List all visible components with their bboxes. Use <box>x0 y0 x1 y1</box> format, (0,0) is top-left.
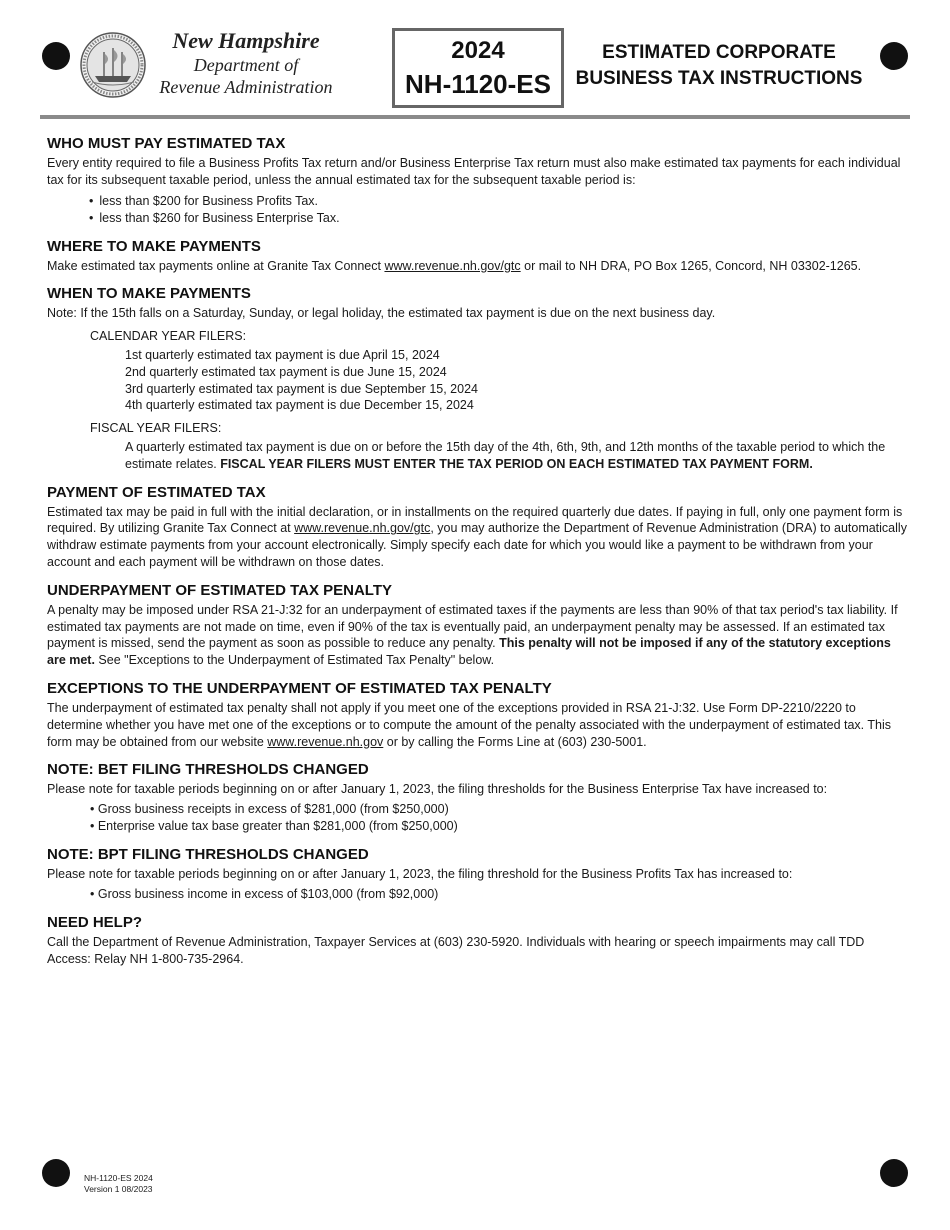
underpayment-bold-text: This penalty will not be imposed if any of the statutory exceptions are met. <box>47 636 891 668</box>
list-item: • less than $200 for Business Profits Tax. <box>89 193 907 210</box>
fiscal-year-text <box>125 439 907 473</box>
page-title-line-2: BUSINESS TAX INSTRUCTIONS <box>575 68 863 89</box>
section-heading-help: NEED HELP? <box>47 913 143 931</box>
registration-mark-top-left <box>42 42 70 70</box>
fiscal-text: A quarterly estimated tax payment is due on or before the 15th day of the 4th, 6th, 9th, and 12th months of the taxable period to which the estimate relates. <box>125 439 886 471</box>
gtc-link[interactable]: www.revenue.nh.gov/gtc <box>294 521 431 536</box>
calendar-due-dates <box>125 347 907 414</box>
section-heading-bpt: NOTE: BPT FILING THRESHOLDS CHANGED <box>47 846 369 864</box>
agency-division: Revenue Administration <box>159 77 333 97</box>
form-year: 2024 <box>451 37 505 64</box>
registration-mark-top-right <box>880 42 908 70</box>
underpayment-text-post: See "Exceptions to the Underpayment of Estimated Tax Penalty" below. <box>94 653 495 668</box>
revenue-website-link[interactable]: www.revenue.nh.gov <box>267 734 384 749</box>
list-item: • less than $260 for Business Enterprise Tax. <box>89 210 907 227</box>
section-heading-underpayment: UNDERPAYMENT OF ESTIMATED TAX PENALTY <box>47 581 393 599</box>
calendar-year-label: CALENDAR YEAR FILERS: <box>90 329 247 344</box>
form-id-box <box>392 28 564 108</box>
section-body-where <box>47 258 907 275</box>
instructions-body <box>47 134 907 968</box>
gtc-link[interactable]: www.revenue.nh.gov/gtc <box>384 258 521 273</box>
section-body-help: Call the Department of Revenue Administration, Taxpayer Services at (603) 230-5920. Individuals with hearing or speech impairments may call TDD Access: Relay NH 1-800-735-2964. <box>47 934 865 966</box>
registration-mark-bottom-right <box>880 1159 908 1187</box>
agency-department: Department of <box>193 55 299 75</box>
list-item: 2nd quarterly estimated tax payment is due June 15, 2024 <box>125 364 447 379</box>
payment-text-pre: Estimated tax may be paid in full with the initial declaration, or in installments on the required quarterly due dates. If paying in full, only one payment form is required. By utilizing Granite Tax Connect at <box>47 504 903 536</box>
section-heading-when: WHEN TO MAKE PAYMENTS <box>47 285 251 303</box>
exceptions-text-pre: The underpayment of estimated tax penalty shall not apply if you meet one of the exceptions provided in RSA 21-J:32. Use Form DP-2210/2220 to determine whether you have met one of the exceptions or to compute the amount of the penalty associated with the underpayment of estimated tax. This form may be obtained from our website <box>47 700 892 749</box>
list-item: • Enterprise value tax base greater than $281,000 (from $250,000) <box>90 819 458 834</box>
fiscal-year-label: FISCAL YEAR FILERS: <box>90 421 222 436</box>
state-seal-icon <box>80 32 146 98</box>
underpayment-text-pre: A penalty may be imposed under RSA 21-J:32 for an underpayment of estimated taxes if the payments are less than 90% of that tax period's tax liability. If estimated tax payments are not made on time, even if 90% of the tax is eventually paid, an underpayment penalty may be assessed. If an estimated tax payment is missed, send the payment as soon as possible to reduce any penalty. <box>47 602 898 651</box>
bpt-threshold-list <box>90 886 907 903</box>
section-heading-who: WHO MUST PAY ESTIMATED TAX <box>47 135 286 152</box>
form-number: NH-1120-ES <box>405 69 551 99</box>
footer-form-id: NH-1120-ES 2024 <box>84 1173 153 1183</box>
fiscal-bold-text: FISCAL YEAR FILERS MUST ENTER THE TAX PERIOD ON EACH ESTIMATED TAX PAYMENT FORM. <box>220 456 813 471</box>
page-title-line-1: ESTIMATED CORPORATE <box>602 42 836 63</box>
agency-state: New Hampshire <box>172 28 320 53</box>
section-body-bpt: Please note for taxable periods beginning on or after January 1, 2023, the filing threshold for the Business Profits Tax has increased to: <box>47 867 793 882</box>
where-text-post: or mail to NH DRA, PO Box 1265, Concord, NH 03302-1265. <box>520 258 862 273</box>
page-title <box>574 40 864 92</box>
list-item: • Gross business income in excess of $103,000 (from $92,000) <box>90 886 439 901</box>
exceptions-text-post: or by calling the Forms Line at (603) 230-5001. <box>383 734 647 749</box>
list-item: 3rd quarterly estimated tax payment is due September 15, 2024 <box>125 381 478 396</box>
who-bullet-list <box>89 193 907 227</box>
payment-text-post: , you may authorize the Department of Revenue Administration (DRA) to automatically withdraw estimate payments from your account electronically. Simply specify each date for which you would like a payment to be withdrawn from your account and each payment will be withdrawn on those dates. <box>47 521 907 569</box>
section-body-who: Every entity required to file a Business Profits Tax return and/or Business Enterprise Tax return must also make estimated tax payments for each individual tax for its subsequent taxable period, unless the annual estimated tax for the subsequent taxable period is: <box>47 156 901 187</box>
footer-version: Version 1 08/2023 <box>84 1184 153 1194</box>
bet-threshold-list <box>90 801 907 835</box>
section-body-payment <box>47 504 907 571</box>
section-heading-where: WHERE TO MAKE PAYMENTS <box>47 237 261 255</box>
section-body-bet: Please note for taxable periods beginning on or after January 1, 2023, the filing thresholds for the Business Enterprise Tax have increased to: <box>47 782 828 797</box>
registration-mark-bottom-left <box>42 1159 70 1187</box>
list-item: 4th quarterly estimated tax payment is due December 15, 2024 <box>125 398 474 413</box>
page-footer <box>84 1173 153 1195</box>
where-text-pre: Make estimated tax payments online at Granite Tax Connect <box>47 258 385 273</box>
section-heading-payment: PAYMENT OF ESTIMATED TAX <box>47 483 266 501</box>
section-heading-exceptions: EXCEPTIONS TO THE UNDERPAYMENT OF ESTIMATED TAX PENALTY <box>47 679 552 697</box>
list-item: 1st quarterly estimated tax payment is due April 15, 2024 <box>125 347 440 362</box>
when-note: Note: If the 15th falls on a Saturday, Sunday, or legal holiday, the estimated tax payment is due on the next business day. <box>47 306 716 321</box>
header-divider <box>40 115 910 119</box>
section-heading-bet: NOTE: BET FILING THRESHOLDS CHANGED <box>47 761 369 779</box>
section-body-underpayment <box>47 602 907 669</box>
agency-name <box>140 28 352 98</box>
list-item: • Gross business receipts in excess of $281,000 (from $250,000) <box>90 802 449 817</box>
section-body-exceptions <box>47 700 907 750</box>
